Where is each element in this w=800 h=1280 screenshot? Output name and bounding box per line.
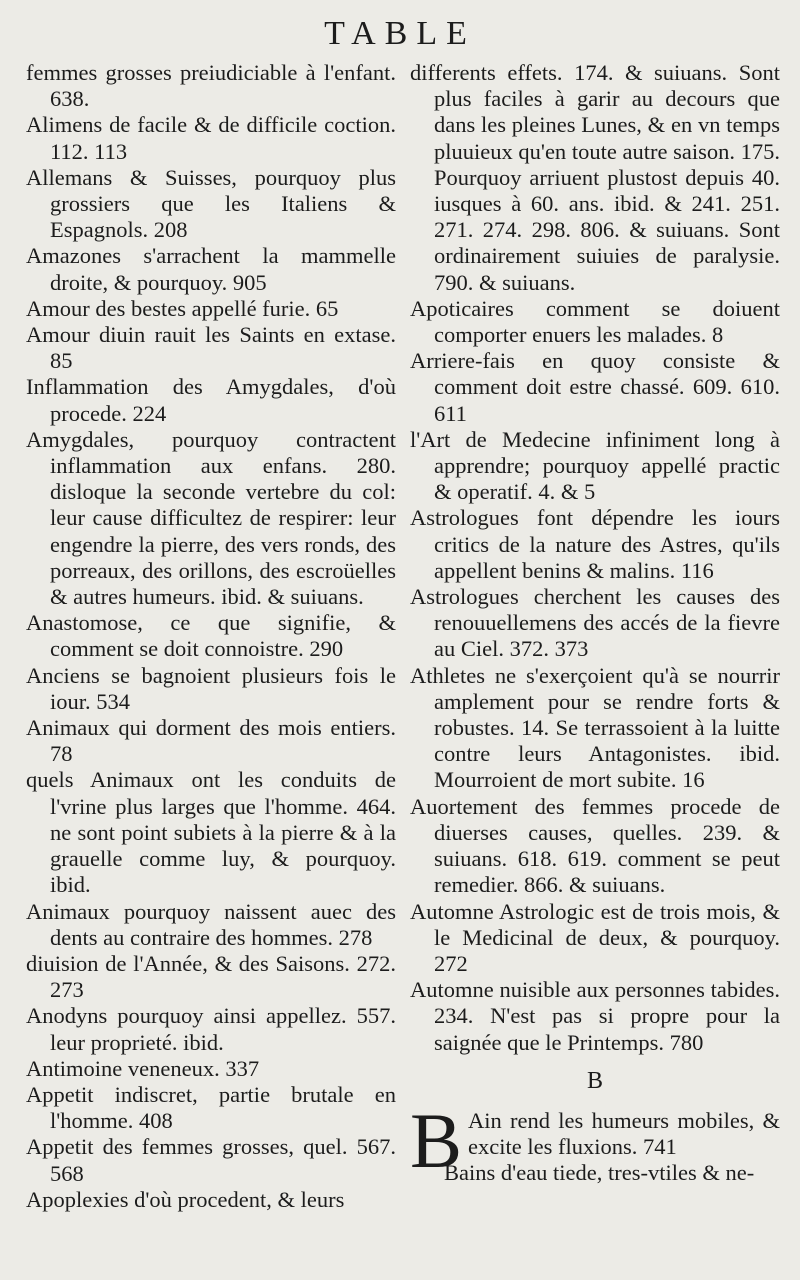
- left-column: [26, 60, 396, 1213]
- index-entry: Amazones s'arrachent la mammelle droite, & pourquoy. 905: [26, 243, 396, 295]
- right-column: [410, 60, 780, 1186]
- index-entry: Astrologues font dépendre les iours critics de la nature des Astres, qu'ils appellent benins & malins. 116: [410, 505, 780, 583]
- index-entry: Anciens se bagnoient plusieurs fois le iour. 534: [26, 662, 396, 714]
- index-entry: Automne nuisible aux personnes tabides. 234. N'est pas si propre pour la saignée que le Printemps. 780: [410, 977, 780, 1055]
- index-entry: Amour diuin rauit les Saints en extase. 85: [26, 322, 396, 374]
- index-entry: Alimens de facile & de difficile coction. 112. 113: [26, 112, 396, 164]
- index-entry: Anastomose, ce que signifie, & comment se doit connoistre. 290: [26, 610, 396, 662]
- index-entry: differents effets. 174. & suiuans. Sont plus faciles à garir au decours que dans les pleines Lunes, & en vn temps pluuieux qu'en toute autre saison. 175. Pourquoy arriuent plustost depuis 40. iusques à 60. ans. ibid. & 241. 251. 271. 274. 298. 806. & suiuans. Sont ordinairement suiuies de paralysie. 790. & suiuans.: [410, 60, 780, 295]
- index-entry: Appetit des femmes grosses, quel. 567. 568: [26, 1134, 396, 1186]
- index-entry: Automne Astrologic est de trois mois, & le Medicinal de deux, & pourquoy. 272: [410, 898, 780, 976]
- running-title: TABLE: [324, 15, 476, 52]
- index-entry: Auortement des femmes procede de diuerses causes, quelles. 239. & suiuans. 618. 619. comment se peut remedier. 866. & suiuans.: [410, 793, 780, 898]
- index-entry: diuision de l'Année, & des Saisons. 272. 273: [26, 950, 396, 1003]
- index-entry: Astrologues cherchent les causes des renouuellemens des accés de la fievre au Ciel. 372. 373: [410, 584, 780, 662]
- index-entry: femmes grosses preiudiciable à l'enfant. 638.: [26, 60, 396, 112]
- index-entry: Animaux pourquoy naissent auec des dents au contraire des hommes. 278: [26, 898, 396, 950]
- section-letter: B: [586, 1067, 603, 1094]
- index-entry: Allemans & Suisses, pourquoy plus grossiers que les Italiens & Espagnols. 208: [26, 164, 396, 243]
- index-entry: Arriere-fais en quoy consiste & comment doit estre chassé. 609. 610. 611: [410, 348, 780, 426]
- index-entry: Animaux qui dorment des mois entiers. 78: [26, 715, 396, 767]
- index-entry: l'Art de Medecine infiniment long à apprendre; pourquoy appellé practic & operatif. 4. & 5: [410, 426, 780, 505]
- index-entry: quels Animaux ont les conduits de l'vrine plus larges que l'homme. 464. ne sont point subiets à la pierre & à la grauelle comme luy, & pourquoy. ibid.: [26, 767, 396, 898]
- index-entry: Appetit indiscret, partie brutale en l'homme. 408: [26, 1081, 396, 1134]
- index-entry: Athletes ne s'exerçoient qu'à se nourrir amplement pour se rendre forts & robustes. 14. Se terrassoient à la luitte contre leurs Antagonistes. ibid. Mourroient de mort subite. 16: [410, 662, 780, 793]
- drop-cap: B: [410, 1096, 463, 1184]
- index-entry-text: Ain rend les humeurs mobiles, & excite les fluxions. 741: [468, 1107, 780, 1159]
- index-entry: Amygdales, pourquoy contractent inflammation aux enfans. 280. disloque la seconde vertebre du col: leur cause difficultez de respirer: leur engendre la pierre, des vers ronds, des porreaux, des orillons, des escroüelles & autres humeurs. ibid. & suiuans.: [26, 426, 396, 610]
- index-entry: Apoplexies d'où procedent, & leurs: [26, 1186, 345, 1212]
- index-entry: Antimoine veneneux. 337: [26, 1055, 260, 1081]
- index-entry: Amour des bestes appellé furie. 65: [26, 295, 339, 321]
- index-entry: Anodyns pourquoy ainsi appellez. 557. leur proprieté. ibid.: [26, 1003, 396, 1055]
- index-entry: Inflammation des Amygdales, d'où procede. 224: [26, 374, 396, 426]
- index-entry: Bains d'eau tiede, tres-vtiles & ne-: [444, 1160, 755, 1186]
- index-entry: Apoticaires comment se doiuent comporter enuers les malades. 8: [410, 295, 780, 348]
